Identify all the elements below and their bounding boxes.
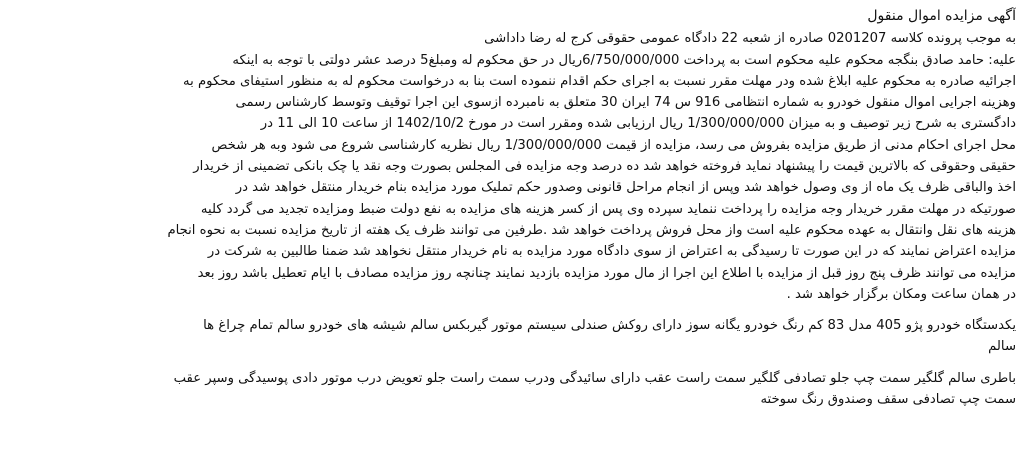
vehicle-line: سالم [988, 339, 1016, 355]
notice-line: حقیقی وحقوقی که بالاترین قیمت را پیشنهاد نماید فروخته خواهد شد ده درصد وجه مزایده فی المجلس بصورت وجه نقد یا چک بانکی تضمینی از خریدار [193, 159, 1016, 175]
notice-line: دادگستری به شرح زیر توصیف و به میزان 1/300/000/000 ریال ارزیابی شده ومقرر است در مورخ 1402/10/2 از ساعت 10 الی 11 در [260, 116, 1016, 132]
paragraph-gap [8, 305, 1016, 315]
damage-line: سمت چپ تصادفی سقف وصندوق رنگ سوخته [760, 392, 1016, 408]
vehicle-description [8, 315, 1016, 358]
notice-line: در همان ساعت ومکان برگزار خواهد شد . [786, 286, 1016, 302]
notice-line: صورتیکه در مهلت مقرر خریدار وجه مزایده را پرداخت ننماید سپرده وی پس از کسر هزینه های مزایده به نفع دولت ضبط ومزایده تجدید می گردد کلیه [200, 201, 1016, 217]
notice-line: اخذ والباقی ظرف یک ماه از وی وصول خواهد شد وپس از انجام مراحل قانونی وصدور حکم تملیک مورد مزایده بنام خریدار منتقل خواهد شد در [235, 180, 1016, 196]
paragraph-gap [8, 358, 1016, 368]
notice-line: به موجب پرونده کلاسه 0201207 صادره از شعبه 22 دادگاه عمومی حقوقی کرج له رضا داداشی [484, 31, 1016, 47]
vehicle-line: یکدستگاه خودرو پژو 405 مدل 83 کم رنگ خودرو یگانه سوز دارای روکش صندلی سیستم موتور گیربکس سالم شیشه های خودرو سالم تمام چراغ ها [203, 318, 1016, 334]
notice-line: وهزینه اجرایی اموال منقول خودرو به شماره انتظامی 916 س 74 ایران 30 متعلق به نامبرده ازسوی این اجرا توقیف وتوسط کارشناس رسمی [235, 95, 1016, 111]
notice-line: علیه: حامد صادق بنگجه محکوم علیه محکوم است به پرداخت 6/750/000/000ریال در حق محکوم له ومبلغ5 درصد عشر دولتی با توجه به اینکه [232, 52, 1016, 68]
damage-line: باطری سالم گلگیر سمت چپ جلو تصادفی گلگیر سمت راست عقب دارای سائیدگی ودرب سمت راست جلو تعویض درب موتور دادی پوسیدگی وسپر عقب [173, 370, 1016, 386]
notice-line: محل اجرای احکام مدنی از طریق مزایده بفروش می رسد، مزایده از قیمت 1/300/000/000 ریال نظریه کارشناسی شروع می شود وبه هر شخص [211, 137, 1016, 153]
damage-description [8, 368, 1016, 411]
notice-line: مزایده می توانند ظرف پنج روز قبل از مزایده با اطلاع این اجرا از مال مورد مزایده بازدید نمایند چنانچه روز مزایده مصادف با ایام تعطیل باشد روز بعد [197, 265, 1016, 281]
notice-line: اجرائیه صادره به محکوم علیه ابلاغ شده ودر مهلت مقرر نسبت به اجرای حکم اقدام ننموده است بنا به درخواست محکوم له به منظور استیفای محکوم به [183, 73, 1016, 89]
notice-line: مزایده اعتراض نمایند که در این صورت تا رسیدگی به اعتراض از سوی دادگاه مورد مزایده به نام خریدار منتقل نخواهد شد ضمنا طالبین به شرکت در [207, 244, 1016, 260]
notice-body [8, 28, 1016, 305]
notice-line: هزینه های نقل وانتقال به عهده محکوم علیه است واز محل فروش پرداخت خواهد شد .طرفین می توانند ظرف یک هفته از تاریخ مزایده نسبت به نحوه انجام [167, 222, 1016, 238]
notice-title: آگهی مزایده اموال منقول [867, 8, 1016, 24]
